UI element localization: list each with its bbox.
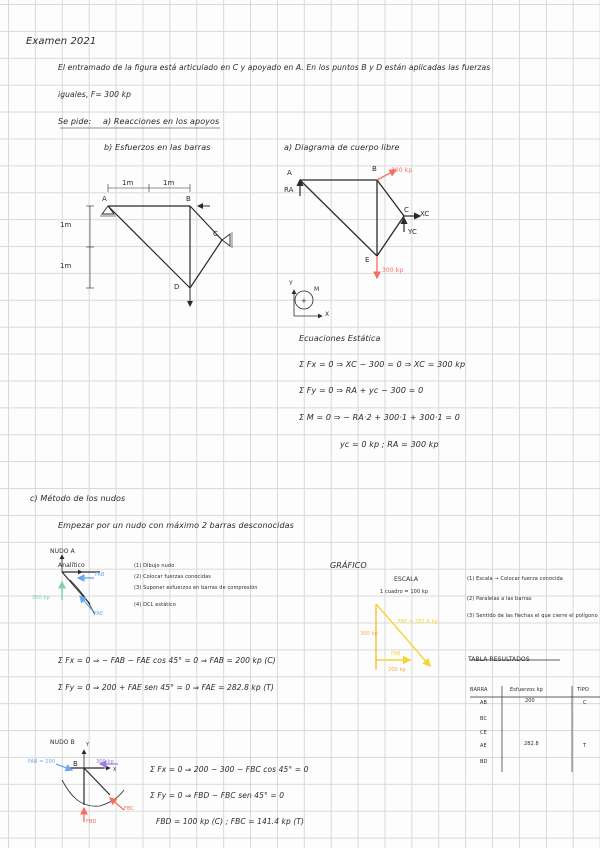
grafico-fab: FAB xyxy=(391,651,401,657)
grafico-title: GRÁFICO xyxy=(330,561,367,570)
results-table-lines xyxy=(470,660,600,772)
grafico-scale-value: 1 cuadro = 100 kp xyxy=(380,589,429,595)
statement-line-2: iguales, F= 300 kp xyxy=(58,90,132,99)
nudo-b-axis-y: Y xyxy=(86,742,90,748)
grafico-step-1: (1) Escala → Colocar fuerza conocida xyxy=(467,576,563,582)
asks-item-a: a) Reacciones en los apoyos xyxy=(103,117,220,126)
fbd-ra-label: RA xyxy=(284,186,294,194)
fbd-load-e: 300 kp xyxy=(382,267,404,274)
truss-node-c: C xyxy=(213,230,218,238)
grafico-scale-title: ESCALA xyxy=(394,576,419,583)
section-a-title: a) Diagrama de cuerpo libre xyxy=(284,143,400,152)
statics-eq-2: Σ Fy = 0 ⇒ RA + yc − 300 = 0 xyxy=(299,386,424,395)
dim-top-2: 1m xyxy=(163,179,175,187)
section-c-title: c) Método de los nudos xyxy=(30,494,126,503)
grafico-step-2: (2) Paralelas a las barras xyxy=(467,596,532,602)
nudo-a-eq-2: Σ Fy = 0 ⇒ 200 + FAE sen 45° = 0 ⇒ FAE = 282.8 kp (T) xyxy=(58,683,274,692)
nudo-a-eq-1: Σ Fx = 0 ⇒ − FAB − FAE cos 45° = 0 ⇒ FAB = 200 kp (C) xyxy=(58,656,276,665)
nudo-b-fab: FAB = 200 xyxy=(28,759,56,765)
svg-text:+: + xyxy=(301,297,307,305)
nudo-b-result: FBD = 100 kp (C) ; FBC = 141.4 kp (T) xyxy=(156,817,305,826)
table-row-3-barra: AE xyxy=(480,743,487,749)
statics-eq-3: Σ M = 0 ⇒ − RA·2 + 300·1 + 300·1 = 0 xyxy=(299,413,460,422)
fbd-node-e: E xyxy=(365,256,370,264)
fbd-load-b: 300 kp xyxy=(391,167,413,174)
nudo-a-fae: FAE xyxy=(94,611,104,617)
nudo-b-eq-1: Σ Fx = 0 ⇒ 200 − 300 − FBC cos 45° = 0 xyxy=(150,765,309,774)
table-row-3-tipo: T xyxy=(583,743,587,749)
table-row-0-tipo: C xyxy=(583,700,587,706)
table-row-4-barra: BD xyxy=(480,759,488,765)
dim-left-1: 1m xyxy=(60,221,72,229)
fbd-figure xyxy=(294,167,420,316)
nudo-a-step-1: (1) Dibujo nudo xyxy=(134,563,175,569)
fbd-yc-label: YC xyxy=(408,228,417,236)
table-row-1-barra: BC xyxy=(480,716,488,722)
nudo-a-ra: 300 kp xyxy=(32,595,50,601)
truss-node-d: D xyxy=(174,283,180,291)
nudo-a-title: NUDO A xyxy=(50,548,75,555)
fbd-axis-y: Y xyxy=(289,280,293,287)
grafico-side: 300 kp xyxy=(360,631,378,637)
fbd-axis-m: M xyxy=(314,286,320,293)
nudo-a-step-4: (4) DCL estático xyxy=(134,602,176,608)
force-polygon xyxy=(376,604,430,670)
table-header-barra: BARRA xyxy=(470,687,488,693)
fbd-node-c: C xyxy=(404,206,409,214)
table-row-3-esfuerzo: 282.8 xyxy=(524,741,539,747)
table-row-0-esfuerzo: 200 xyxy=(525,698,535,704)
nudo-b-eq-2: Σ Fy = 0 ⇒ FBD − FBC sen 45° = 0 xyxy=(150,791,285,800)
dim-left-2: 1m xyxy=(60,262,72,270)
truss-node-b: B xyxy=(186,195,191,203)
section-c-subtitle: Empezar por un nudo con máximo 2 barras desconocidas xyxy=(58,521,294,530)
asks-intro: Se pide: xyxy=(58,117,92,126)
statics-eq-1: Σ Fx = 0 ⇒ XC − 300 = 0 ⇒ XC = 300 kp xyxy=(299,360,466,369)
grafico-step-3: (3) Sentido de las flechas el que cierre el polígono xyxy=(467,613,598,619)
nudo-a-fab: FAB xyxy=(95,572,105,578)
nudo-b-load: 300 kp xyxy=(96,759,114,765)
table-row-2-barra: CE xyxy=(480,730,487,736)
nudo-b-axis-x: X xyxy=(113,767,117,773)
dim-top-1: 1m xyxy=(122,179,134,187)
section-b-title: b) Esfuerzos en las barras xyxy=(104,143,211,152)
truss-figure xyxy=(86,184,232,306)
statics-result: yc = 0 kp ; RA = 300 kp xyxy=(340,440,439,449)
nudo-a-step-3: (3) Suponer esfuerzos en barras de compresión xyxy=(134,585,258,591)
nudo-a-step-2: (2) Colocar fuerzas conocidas xyxy=(134,574,211,580)
grafico-fae: FAE = 282.8 kp xyxy=(398,619,438,625)
fbd-xc-label: XC xyxy=(420,210,430,218)
statics-title: Ecuaciones Estática xyxy=(299,334,381,343)
nudo-a-analytic: Analítico xyxy=(58,562,85,569)
table-row-0-barra: AB xyxy=(480,700,488,706)
nudo-b-title: NUDO B xyxy=(50,739,75,746)
table-header-tipo: TIPO xyxy=(577,687,589,693)
truss-node-a: A xyxy=(102,195,107,203)
nudo-b-fbd: FBD xyxy=(86,819,97,825)
fbd-node-b: B xyxy=(372,165,377,173)
fbd-node-a: A xyxy=(287,169,292,177)
nudo-b-fbc: FBC xyxy=(124,806,135,812)
page-title: Examen 2021 xyxy=(26,36,97,47)
nudo-b-node: B xyxy=(73,760,78,768)
table-header-esfuerzos: Esfuerzos kp xyxy=(510,687,543,693)
fbd-axis-x: X xyxy=(325,311,330,318)
statement-line-1: El entramado de la figura está articulado en C y apoyado en A. En los puntos B y D están aplicadas las fuerzas xyxy=(58,63,491,72)
table-title: TABLA RESULTADOS xyxy=(468,656,530,663)
grafico-base: 200 kp xyxy=(388,667,406,673)
